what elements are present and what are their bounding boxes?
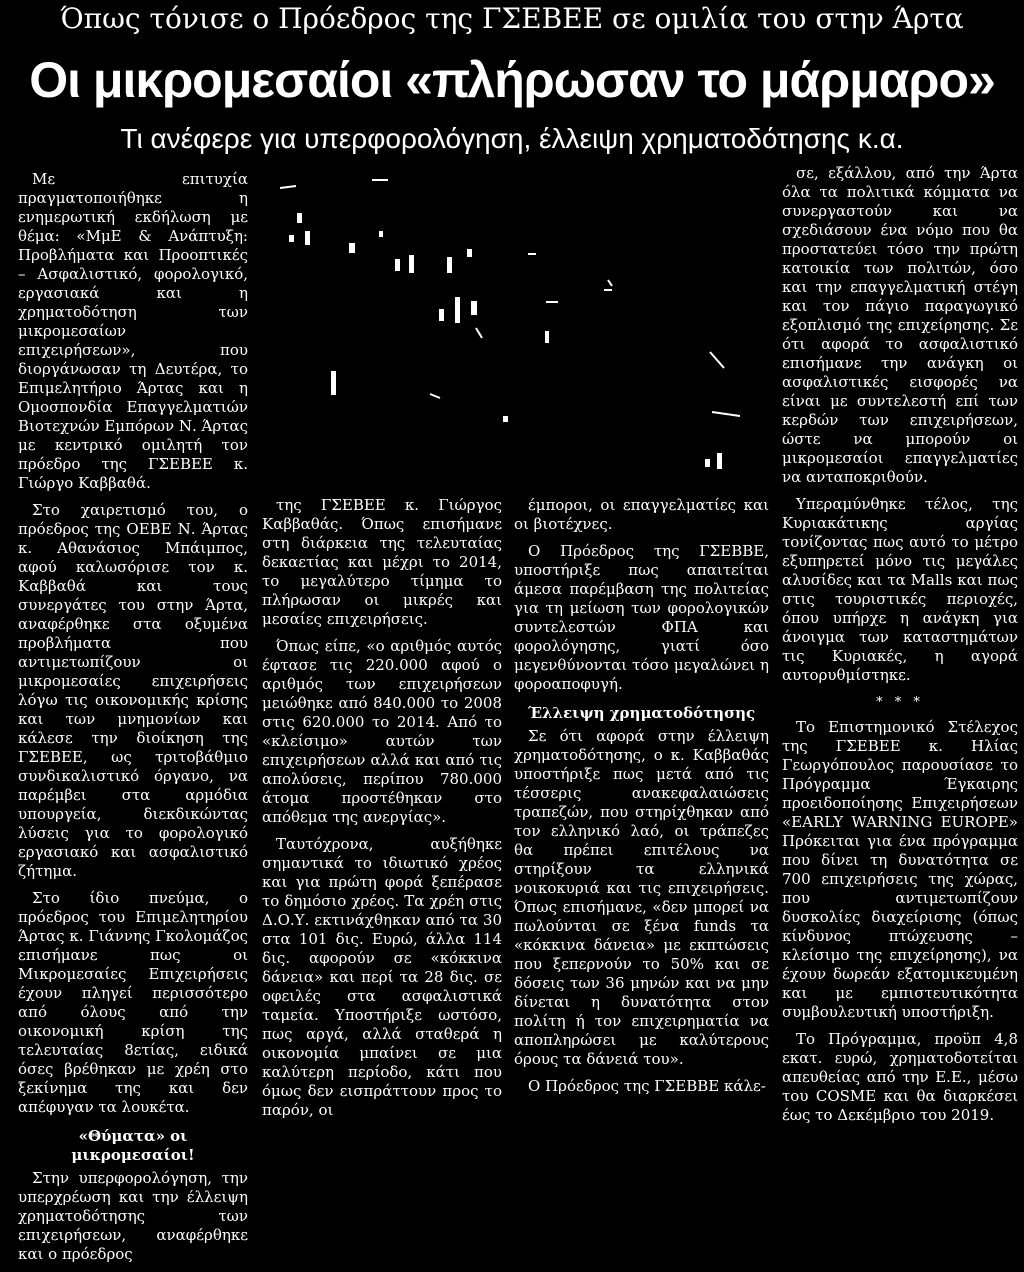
article-photo xyxy=(260,162,770,492)
paragraph: Στην υπερφορολόγηση, την υπερχρέωση και την έλλειψη χρηματοδότησης των επιχειρήσεων, αναφέρθηκε και ο πρόεδρος xyxy=(18,1169,248,1263)
section-heading: «Θύματα» οι μικρομεσαίοι! xyxy=(71,1127,195,1164)
article-column-2 xyxy=(262,496,502,1128)
paragraph: σε, εξάλλου, από την Άρτα όλα τα πολιτικά κόμματα να συνεργαστούν και να σχεδιάσουν ένα νόμο που θα προστατεύει τόσο την πρώτη κατοικία των πολιτών, όσο και την επαγγελματική στέγη και τον πάγιο παραγωγικό εξοπλισμό της επιχείρησης. Σε ότι αφορά το ασφαλιστικό επισήμανε την ανάγκη οι ασφαλιστικές εισφορές να είναι με συντελεστή επί των κερδών των επιχειρήσεων, ώστε να μπορούν οι μικρομεσαίοι επαγγελματίες να ανταποκριθούν. xyxy=(782,164,1018,486)
section-separator: * * * xyxy=(876,695,924,710)
paragraph: Στο ίδιο πνεύμα, ο πρόεδρος του Επιμελητηρίου Άρτας κ. Γιάννης Γκολομάζος επισήμανε πως οι Μικρομεσαίες Επιχειρήσεις έχουν πληγεί περισσότερο από όλους από την οικονομική κρίση της τελευταίας 8ετίας, ειδικά όσες βρέθηκαν με χρέη στο ξεκίνημα της και δεν απέφυγαν τα λουκέτα. xyxy=(18,889,248,1116)
article-column-1 xyxy=(18,170,248,1272)
paragraph: Ταυτόχρονα, αυξήθηκε σημαντικά το ιδιωτικό χρέος και για πρώτη φορά ξεπέρασε το δημόσιο χρέος. Τα χρέη στις Δ.Ο.Υ. εκτινάχθηκαν από τα 30 στα 101 δις. Ευρώ, άλλα 114 δις. αφορούν σε «κόκκινα δάνεια» και περί τα 28 δις. σε οφειλές στα ασφαλιστικά ταμεία. Υποστήριξε ωστόσο, πως αργά, αλλά σταθερά η οικονομία μπαίνει σε μια καλύτερη περίοδο, κάτι που όμως δεν εισπράττουν προς το παρόν, οι xyxy=(262,835,502,1119)
paragraph: έμποροι, οι επαγγελματίες και οι βιοτέχνες. xyxy=(514,496,769,533)
paragraph: της ΓΣΕΒΕΕ κ. Γιώργος Καββαθάς. Όπως επισήμανε στη διάρκεια της τελευταίας δεκαετίας και μέχρι το 2014, το μεγαλύτερο τίμημα το πλήρωσαν οι μικρές και μεσαίες επιχειρήσεις. xyxy=(262,496,502,628)
article-column-4 xyxy=(782,164,1018,1133)
article-subtitle: Τι ανέφερε για υπερφορολόγηση, έλλειψη χρηματοδότησης κ.α. xyxy=(120,123,904,154)
article-headline: Οι μικρομεσαίοι «πλήρωσαν το μάρμαρο» xyxy=(29,52,995,108)
paragraph: Το Επιστημονικό Στέλεχος της ΓΣΕΒΕΕ κ. Ηλίας Γεωργόπουλος παρουσίασε το Πρόγραμμα Έγκαιρης προειδοποίησης Επιχειρήσεων «EARLY WARNING EUROPE» Πρόκειται για ένα πρόγραμμα που δίνει τη δυνατότητα σε 700 επιχειρήσεις της χώρας, που αντιμετωπίζουν δυσκολίες διαχείρισης (όπως κίνδυνος πτώχευσης – κλείσιμο της επιχείρησης), να έχουν δωρεάν εξατομικευμένη και με εμπιστευτικότητα συμβουλευτική υποστήριξη. xyxy=(782,718,1018,1021)
paragraph: Με επιτυχία πραγματοποιήθηκε η ενημερωτική εκδήλωση με θέμα: «ΜμΕ & Ανάπτυξη: Προβλήματα και Προοπτικές – Ασφαλιστικό, φορολογικό, εργασιακά και η χρηματοδότηση των μικρομεσαίων επιχειρήσεων», που διοργάνωσαν τη Δευτέρα, το Επιμελητήριο Άρτας και η Ομοσπονδία Επαγγελματιών Βιοτεχνών Εμπόρων Ν. Άρτας με κεντρικό ομιλητή τον πρόεδρο της ΓΣΕΒΕΕ κ. Γιώργο Καββαθά. xyxy=(18,170,248,492)
photo-specks xyxy=(260,162,770,492)
paragraph: Ο Πρόεδρος της ΓΣΕΒΒΕ κάλε- xyxy=(528,1077,766,1095)
paragraph: Σε ότι αφορά στην έλλειψη χρηματοδότησης, ο κ. Καββαθάς υποστήριξε πως μετά από τις τέσσερις ανακεφαλαιώσεις τραπεζών, που στηρίχθηκαν από τον ελληνικό λαό, οι τράπεζες θα πρέπει επιτέλους να στηρίξουν τα ελληνικά νοικοκυριά και τις επιχειρήσεις. Όπως επισήμανε, «δεν μπορεί να πωλούνται σε ξένα funds τα «κόκκινα δάνεια» με εκπτώσεις που ξεπερνούν το 50% και σε δόσεις των 36 μηνών και να μην δίνεται η δυνατότητα στον πολίτη ή τον επιχειρηματία να αποπληρώσει με καλύτερους όρους τα δάνειά του». xyxy=(514,727,769,1068)
article-column-3 xyxy=(514,496,769,1104)
article-kicker: Όπως τόνισε ο Πρόεδρος της ΓΣΕΒΕΕ σε ομιλία του στην Άρτα xyxy=(60,2,964,35)
paragraph: Το Πρόγραμμα, προϋπ 4,8 εκατ. ευρώ, χρηματοδοτείται απευθείας από την Ε.Ε., μέσω του COSME και θα διαρκέσει έως το Δεκέμβριο του 2019. xyxy=(782,1030,1018,1124)
section-heading: Έλλειψη χρηματοδότησης xyxy=(527,704,756,722)
paragraph: Στο χαιρετισμό του, ο πρόεδρος της ΟΕΒΕ Ν. Άρτας κ. Αθανάσιος Μπάιμπος, αφού καλωσόρισε τον κ. Καββαθά και τους συνεργάτες του στην Άρτα, αναφέρθηκε στα οξυμένα προβλήματα που αντιμετωπίζουν οι μικρομεσαίες επιχειρήσεις λόγω τις οικονομικής κρίσης και των μνημονίων και κάλεσε την διοίκηση της ΓΣΕΒΕΕ, ως τριτοβάθμιο συνδικαλιστικό όργανο, να παρέμβει στα αρμόδια υπουργεία, διεκδικώντας λύσεις για το φορολογικό εργασιακό και ασφαλιστικό ζήτημα. xyxy=(18,501,248,880)
paragraph: Ο Πρόεδρος της ΓΣΕΒΒΕ, υποστήριξε πως απαιτείται άμεσα παρέμβαση της πολιτείας για τη μείωση των φορολογικών συντελεστών ΦΠΑ και φορολόγησης, γιατί όσο μεγενθύνονται τόσο μεγαλώνει η φοροαποφυγή. xyxy=(514,542,769,693)
paragraph: Υπεραμύνθηκε τέλος, της Κυριακάτικης αργίας τονίζοντας πως αυτό το μέτρο εξυπηρετεί μόνο τις μεγάλες αλυσίδες και τα Malls και πως στις τουριστικές περιοχές, όπου υπήρχε η ανάγκη για άνοιγμα των καταστημάτων τις Κυριακές, η αγορά αυτορυθμίστηκε. xyxy=(782,495,1018,684)
paragraph: Όπως είπε, «ο αριθμός αυτός έφτασε τις 220.000 αφού ο αριθμός των επιχειρήσεων μειώθηκε από 840.000 το 2008 στις 620.000 το 2014. Από το «κλείσιμο» αυτών των επιχειρήσεων αλλά και από τις απολύσεις, περίπου 780.000 άτομα προστέθηκαν στο απόθεμα της ανεργίας». xyxy=(262,637,502,826)
